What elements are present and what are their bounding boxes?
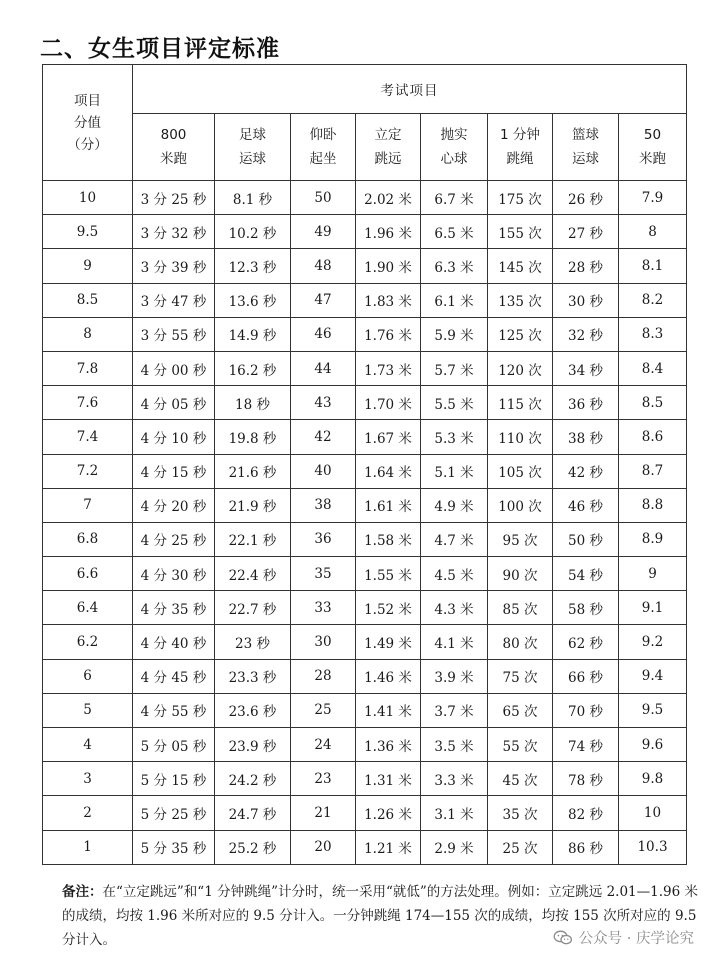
table-cell: 4 分 35 秒: [133, 591, 215, 625]
column-header: [356, 114, 421, 181]
corner-header-line: （分）: [67, 136, 108, 153]
table-cell: 70 秒: [553, 693, 619, 727]
table-cell: 33: [291, 591, 356, 625]
score-cell: 7: [43, 488, 133, 522]
table-cell: 36 秒: [553, 386, 619, 420]
wechat-icon: [553, 930, 573, 946]
table-cell: 36: [291, 522, 356, 556]
table-cell: 24: [291, 728, 356, 762]
table-cell: 3.7 米: [421, 693, 488, 727]
table-cell: 25 次: [488, 830, 553, 864]
table-cell: 9.8: [619, 762, 687, 796]
table-cell: 155 次: [488, 215, 553, 249]
table-cell: 135 次: [488, 283, 553, 317]
table-row: [43, 420, 687, 454]
table-cell: 4 分 45 秒: [133, 659, 215, 693]
table-cell: 3 分 25 秒: [133, 181, 215, 215]
table-cell: 4 分 55 秒: [133, 693, 215, 727]
table-cell: 1.64 米: [356, 454, 421, 488]
table-cell: 3 分 32 秒: [133, 215, 215, 249]
column-header-line: 起坐: [309, 151, 337, 167]
table-cell: 4.5 米: [421, 557, 488, 591]
table-cell: 43: [291, 386, 356, 420]
column-header: [133, 114, 215, 181]
table-cell: 55 次: [488, 728, 553, 762]
table-cell: 74 秒: [553, 728, 619, 762]
table-cell: 62 秒: [553, 625, 619, 659]
table-cell: 2.9 米: [421, 830, 488, 864]
column-header-line: 运球: [239, 151, 266, 167]
table-cell: 35 次: [488, 796, 553, 830]
table-cell: 6.3 米: [421, 249, 488, 283]
score-cell: 9.5: [43, 215, 133, 249]
table-cell: 66 秒: [553, 659, 619, 693]
table-row: [43, 693, 687, 727]
table-cell: 50: [291, 181, 356, 215]
table-cell: 1.73 米: [356, 351, 421, 385]
table-cell: 35: [291, 557, 356, 591]
table-cell: 78 秒: [553, 762, 619, 796]
score-cell: 8.5: [43, 283, 133, 317]
score-cell: 6: [43, 659, 133, 693]
table-cell: 6.1 米: [421, 283, 488, 317]
table-cell: 18 秒: [215, 386, 291, 420]
table-cell: 86 秒: [553, 830, 619, 864]
table-cell: 2.02 米: [356, 181, 421, 215]
table-row: [43, 215, 687, 249]
table-cell: 24.7 秒: [215, 796, 291, 830]
table-cell: 22.1 秒: [215, 522, 291, 556]
table-cell: 5 分 35 秒: [133, 830, 215, 864]
table-cell: 4.1 米: [421, 625, 488, 659]
table-cell: 5 分 25 秒: [133, 796, 215, 830]
table-cell: 50 秒: [553, 522, 619, 556]
table-row: [43, 351, 687, 385]
table-cell: 90 次: [488, 557, 553, 591]
table-cell: 8: [619, 215, 687, 249]
table-cell: 4 分 20 秒: [133, 488, 215, 522]
table-cell: 23.3 秒: [215, 659, 291, 693]
column-header-line: 立定: [374, 127, 402, 143]
table-cell: 8.8: [619, 488, 687, 522]
table-cell: 1.67 米: [356, 420, 421, 454]
table-cell: 14.9 秒: [215, 317, 291, 351]
table-cell: 13.6 秒: [215, 283, 291, 317]
table-cell: 1.83 米: [356, 283, 421, 317]
score-cell: 6.4: [43, 591, 133, 625]
table-cell: 120 次: [488, 351, 553, 385]
table-cell: 22.7 秒: [215, 591, 291, 625]
score-cell: 7.2: [43, 454, 133, 488]
table-cell: 54 秒: [553, 557, 619, 591]
table-cell: 4.9 米: [421, 488, 488, 522]
table-cell: 1.52 米: [356, 591, 421, 625]
table-cell: 100 次: [488, 488, 553, 522]
score-cell: 5: [43, 693, 133, 727]
table-cell: 5.1 米: [421, 454, 488, 488]
table-cell: 20: [291, 830, 356, 864]
table-cell: 3.3 米: [421, 762, 488, 796]
column-header-line: 运球: [572, 151, 599, 167]
table-row: [43, 796, 687, 830]
table-cell: 1.58 米: [356, 522, 421, 556]
score-cell: 7.6: [43, 386, 133, 420]
table-cell: 105 次: [488, 454, 553, 488]
column-header-line: 1 分钟: [500, 127, 540, 143]
score-cell: 10: [43, 181, 133, 215]
column-header-line: 抛实: [440, 127, 468, 143]
corner-header: [43, 65, 133, 181]
table-cell: 4 分 30 秒: [133, 557, 215, 591]
table-cell: 45 次: [488, 762, 553, 796]
table-cell: 110 次: [488, 420, 553, 454]
table-cell: 38: [291, 488, 356, 522]
score-cell: 6.6: [43, 557, 133, 591]
table-cell: 10: [619, 796, 687, 830]
column-header-line: 50: [643, 127, 662, 143]
table-cell: 1.55 米: [356, 557, 421, 591]
table-cell: 9: [619, 557, 687, 591]
column-header-line: 跳远: [374, 151, 402, 167]
table-cell: 9.5: [619, 693, 687, 727]
score-cell: 3: [43, 762, 133, 796]
table-row: [43, 625, 687, 659]
table-row: [43, 728, 687, 762]
score-cell: 6.8: [43, 522, 133, 556]
table-cell: 48: [291, 249, 356, 283]
table-row: [43, 283, 687, 317]
table-cell: 32 秒: [553, 317, 619, 351]
table-cell: 75 次: [488, 659, 553, 693]
table-cell: 24.2 秒: [215, 762, 291, 796]
table-cell: 8.2: [619, 283, 687, 317]
table-cell: 42 秒: [553, 454, 619, 488]
table-cell: 34 秒: [553, 351, 619, 385]
column-header: [421, 114, 488, 181]
table-cell: 1.61 米: [356, 488, 421, 522]
watermark: [549, 925, 698, 950]
column-header: [619, 114, 687, 181]
column-header: [488, 114, 553, 181]
column-header: [553, 114, 619, 181]
table-cell: 95 次: [488, 522, 553, 556]
score-cell: 2: [43, 796, 133, 830]
table-cell: 6.5 米: [421, 215, 488, 249]
table-cell: 38 秒: [553, 420, 619, 454]
table-cell: 1.49 米: [356, 625, 421, 659]
table-cell: 9.6: [619, 728, 687, 762]
table-cell: 1.36 米: [356, 728, 421, 762]
table-row: [43, 659, 687, 693]
table-cell: 23: [291, 762, 356, 796]
table-row: [43, 522, 687, 556]
table-cell: 145 次: [488, 249, 553, 283]
footnote-text: 在“立定跳远”和“1 分钟跳绳”计分时，统一采用“就低”的方法处理。例如：立定跳远 2.01—1.96 米的成绩，均按 1.96 米所对应的 9.5 分计入。一分钟跳绳 174—155 次的成绩，均按 155 次所对应的 9.5 分计入。: [62, 884, 698, 948]
table-cell: 23.9 秒: [215, 728, 291, 762]
table-cell: 28: [291, 659, 356, 693]
score-cell: 4: [43, 728, 133, 762]
table-cell: 4 分 05 秒: [133, 386, 215, 420]
table-cell: 3 分 39 秒: [133, 249, 215, 283]
table-row: [43, 386, 687, 420]
table-cell: 3.1 米: [421, 796, 488, 830]
table-cell: 65 次: [488, 693, 553, 727]
table-cell: 58 秒: [553, 591, 619, 625]
table-cell: 42: [291, 420, 356, 454]
table-row: [43, 181, 687, 215]
table-cell: 1.90 米: [356, 249, 421, 283]
table-cell: 9.1: [619, 591, 687, 625]
score-cell: 9: [43, 249, 133, 283]
table-cell: 9.2: [619, 625, 687, 659]
table-cell: 6.7 米: [421, 181, 488, 215]
table-cell: 3 分 47 秒: [133, 283, 215, 317]
column-header: [291, 114, 356, 181]
table-cell: 82 秒: [553, 796, 619, 830]
table-cell: 23.6 秒: [215, 693, 291, 727]
column-header: [215, 114, 291, 181]
table-cell: 4 分 40 秒: [133, 625, 215, 659]
table-cell: 7.9: [619, 181, 687, 215]
table-cell: 8.9: [619, 522, 687, 556]
watermark-text: 公众号 · 庆学论究: [578, 931, 694, 947]
table-row: [43, 830, 687, 864]
column-header-line: 米跑: [160, 151, 187, 167]
table-cell: 5.5 米: [421, 386, 488, 420]
table-cell: 5 分 05 秒: [133, 728, 215, 762]
column-header-line: 800: [160, 127, 187, 143]
table-cell: 47: [291, 283, 356, 317]
score-cell: 8: [43, 317, 133, 351]
table-cell: 115 次: [488, 386, 553, 420]
table-row: [43, 557, 687, 591]
table-cell: 4 分 25 秒: [133, 522, 215, 556]
table-row: [43, 591, 687, 625]
column-header-line: 足球: [239, 127, 266, 143]
table-cell: 3.9 米: [421, 659, 488, 693]
table-cell: 3 分 55 秒: [133, 317, 215, 351]
column-header-line: 心球: [440, 151, 468, 167]
table-cell: 1.96 米: [356, 215, 421, 249]
table-cell: 10.2 秒: [215, 215, 291, 249]
table-cell: 5.7 米: [421, 351, 488, 385]
score-standard-table: [42, 64, 687, 865]
table-cell: 1.41 米: [356, 693, 421, 727]
table-cell: 4 分 00 秒: [133, 351, 215, 385]
table-cell: 40: [291, 454, 356, 488]
table-row: [43, 488, 687, 522]
table-cell: 5.9 米: [421, 317, 488, 351]
table-cell: 9.4: [619, 659, 687, 693]
footnote-label: 备注：: [62, 884, 103, 900]
table-cell: 19.8 秒: [215, 420, 291, 454]
table-cell: 5 分 15 秒: [133, 762, 215, 796]
table-cell: 4 分 15 秒: [133, 454, 215, 488]
table-cell: 10.3: [619, 830, 687, 864]
table-cell: 16.2 秒: [215, 351, 291, 385]
table-cell: 8.5: [619, 386, 687, 420]
table-cell: 8.6: [619, 420, 687, 454]
table-cell: 46: [291, 317, 356, 351]
column-header-line: 跳绳: [506, 151, 534, 167]
score-cell: 7.4: [43, 420, 133, 454]
table-cell: 8.1: [619, 249, 687, 283]
table-cell: 46 秒: [553, 488, 619, 522]
table-cell: 1.31 米: [356, 762, 421, 796]
table-cell: 85 次: [488, 591, 553, 625]
table-cell: 4 分 10 秒: [133, 420, 215, 454]
table-cell: 22.4 秒: [215, 557, 291, 591]
table-cell: 44: [291, 351, 356, 385]
score-cell: 1: [43, 830, 133, 864]
table-cell: 27 秒: [553, 215, 619, 249]
table-cell: 8.7: [619, 454, 687, 488]
table-cell: 21.6 秒: [215, 454, 291, 488]
table-cell: 25.2 秒: [215, 830, 291, 864]
page-title: 二、女生项目评定标准: [40, 36, 280, 62]
table-row: [43, 249, 687, 283]
table-cell: 21: [291, 796, 356, 830]
table-cell: 8.4: [619, 351, 687, 385]
table-cell: 1.76 米: [356, 317, 421, 351]
score-cell: 7.8: [43, 351, 133, 385]
table-row: [43, 454, 687, 488]
table-cell: 28 秒: [553, 249, 619, 283]
table-cell: 12.3 秒: [215, 249, 291, 283]
table-row: [43, 317, 687, 351]
table-cell: 21.9 秒: [215, 488, 291, 522]
table-cell: 49: [291, 215, 356, 249]
column-header-line: 米跑: [639, 151, 666, 167]
table-cell: 8.3: [619, 317, 687, 351]
table-row: [43, 762, 687, 796]
table-cell: 4.3 米: [421, 591, 488, 625]
table-cell: 1.26 米: [356, 796, 421, 830]
table-cell: 4.7 米: [421, 522, 488, 556]
group-header: 考试项目: [133, 65, 687, 114]
table-cell: 30 秒: [553, 283, 619, 317]
table-cell: 5.3 米: [421, 420, 488, 454]
table-cell: 3.5 米: [421, 728, 488, 762]
score-cell: 6.2: [43, 625, 133, 659]
table-cell: 175 次: [488, 181, 553, 215]
column-header-line: 篮球: [572, 127, 599, 143]
table-cell: 30: [291, 625, 356, 659]
corner-header-line: 分值: [74, 114, 101, 131]
table-cell: 1.21 米: [356, 830, 421, 864]
table-cell: 23 秒: [215, 625, 291, 659]
table-cell: 80 次: [488, 625, 553, 659]
table-cell: 1.70 米: [356, 386, 421, 420]
table-cell: 1.46 米: [356, 659, 421, 693]
table-cell: 8.1 秒: [215, 181, 291, 215]
table-cell: 125 次: [488, 317, 553, 351]
table-cell: 26 秒: [553, 181, 619, 215]
corner-header-line: 项目: [74, 92, 101, 109]
column-header-line: 仰卧: [309, 127, 337, 143]
table-cell: 25: [291, 693, 356, 727]
